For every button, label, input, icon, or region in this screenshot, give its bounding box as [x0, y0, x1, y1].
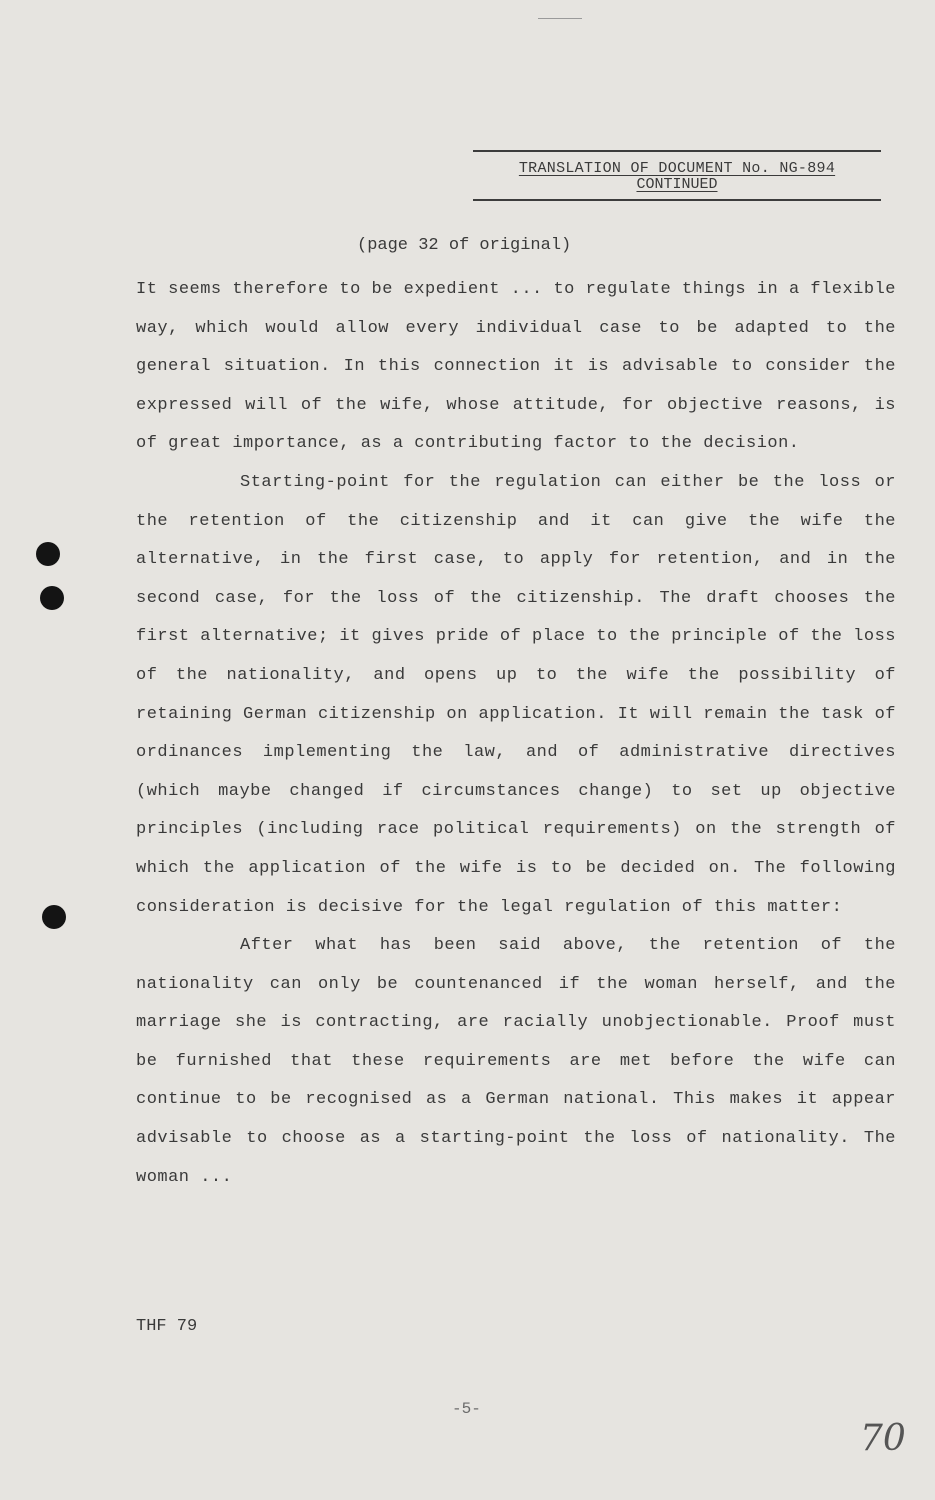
header-rule-bottom	[473, 199, 881, 201]
punch-hole	[36, 542, 60, 566]
page-reference: (page 32 of original)	[357, 236, 572, 255]
document-header	[473, 150, 881, 201]
page-number: -5-	[452, 1400, 481, 1418]
header-subtitle: CONTINUED	[636, 176, 718, 193]
punch-hole	[42, 905, 66, 929]
handwritten-page-number: 70	[860, 1418, 906, 1459]
header-rule-top	[473, 150, 881, 152]
top-mark	[538, 18, 582, 19]
paragraph-1: It seems therefore to be expedient ... to regulate things in a flexible way, which would allow every individual case to be adapted to the general situation. In this connection it is advisable to consider the expressed will of the wife, whose attitude, for objective reasons, is of great importance, as a contributing factor to the decision.	[136, 280, 896, 454]
punch-hole	[40, 586, 64, 610]
paragraph-3: After what has been said above, the retention of the nationality can only be countenanced if the woman herself, and the marriage she is contracting, are racially unobjectionable. Proof must be furnished that these requirements are met before the wife can continue to be recognised as a German national. This makes it appear advisable to choose as a starting-point the loss of nationality. The woman ...	[136, 936, 896, 1187]
header-title: TRANSLATION OF DOCUMENT No. NG-894	[518, 160, 836, 177]
body-text	[136, 271, 896, 1197]
paragraph-2: Starting-point for the regulation can either be the loss or the retention of the citizenship and it can give the wife the alternative, in the first case, to apply for retention, and in the second case, for the loss of the citizenship. The draft chooses the first alternative; it gives pride of place to the principle of the loss of the nationality, and opens up to the wife the possibility of retaining German citizenship on application. It will remain the task of ordinances implementing the law, and of administrative directives (which maybe changed if circumstances change) to set up objective principles (including race political requirements) on the strength of which the application of the wife is to be decided on. The following consideration is decisive for the legal regulation of this matter:	[136, 472, 896, 917]
footer-reference: THF 79	[136, 1317, 198, 1336]
